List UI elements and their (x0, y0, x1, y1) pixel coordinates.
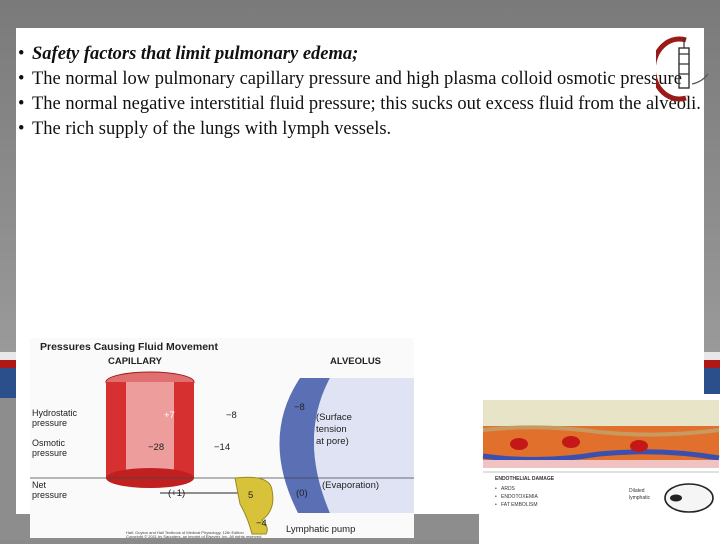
value: 5 (248, 490, 254, 501)
lymph-value: −4 (256, 518, 267, 529)
endothelial-damage-figure (479, 394, 720, 544)
bullet-text: The normal negative interstitial fluid pressure; this sucks out excess fluid from the alveoli. (32, 94, 701, 114)
row-label: Net (32, 480, 47, 490)
pressures-figure (30, 338, 414, 538)
bullet-dot: • (18, 44, 25, 64)
figure-credit: Copyright © 2011 by Saunders, an imprint of Elsevier, Inc. All rights reserved. (126, 534, 263, 538)
cause-item: FAT EMBOLISM (501, 502, 538, 508)
value: −8 (294, 402, 305, 413)
note: at pore) (316, 436, 349, 447)
value: (0) (296, 488, 308, 499)
row-label: pressure (32, 490, 68, 500)
red-cell (510, 438, 528, 450)
bullet-dot: • (18, 94, 25, 114)
bullet-item-heading (16, 43, 706, 66)
lymph-label: Lymphatic pump (286, 524, 356, 535)
value: (+1) (168, 488, 186, 499)
bullet-dot: • (495, 486, 497, 492)
bullet-dot: • (18, 119, 25, 139)
note: (Surface (316, 412, 352, 423)
red-cell (562, 436, 580, 448)
bullet-item (16, 93, 706, 116)
bullet-text: Safety factors that limit pulmonary edema; (32, 44, 359, 64)
figure-credit: Hall: Guyton and Hall Textbook of Medical Physiology, 12th Edition (126, 530, 244, 535)
figure-title: Pressures Causing Fluid Movement (40, 341, 218, 353)
slide (16, 28, 704, 538)
bullet-list (16, 43, 706, 143)
bullet-item (16, 118, 706, 141)
university-logo (656, 34, 714, 104)
cause-item: ARDS (501, 486, 515, 492)
bullet-text: The rich supply of the lungs with lymph vessels. (32, 119, 392, 139)
note: tension (316, 424, 347, 435)
row-label: pressure (32, 448, 68, 458)
cause-item: ENDOTOXEMIA (501, 494, 538, 500)
bullet-item (16, 68, 706, 91)
bullet-dot: • (495, 494, 497, 500)
row-label: Osmotic (32, 438, 66, 448)
row-label: pressure (32, 418, 68, 428)
value: −14 (214, 442, 231, 453)
value: −8 (226, 410, 237, 421)
row-label: Hydrostatic (32, 408, 78, 418)
value: −28 (148, 442, 165, 453)
bullet-dot: • (18, 69, 25, 89)
capillary-label: CAPILLARY (108, 356, 163, 367)
bullet-dot: • (495, 502, 497, 508)
alveolus-label: ALVEOLUS (330, 356, 382, 367)
note: (Evaporation) (322, 480, 380, 491)
endothelial-heading: ENDOTHELIAL DAMAGE (495, 476, 555, 482)
red-cell (630, 440, 648, 452)
dilated-label: lymphatic (629, 495, 651, 501)
bullet-text: The normal low pulmonary capillary pressure and high plasma colloid osmotic pressure (32, 69, 682, 89)
dilated-label: Dilated (629, 488, 645, 494)
value: +7 (164, 410, 175, 421)
